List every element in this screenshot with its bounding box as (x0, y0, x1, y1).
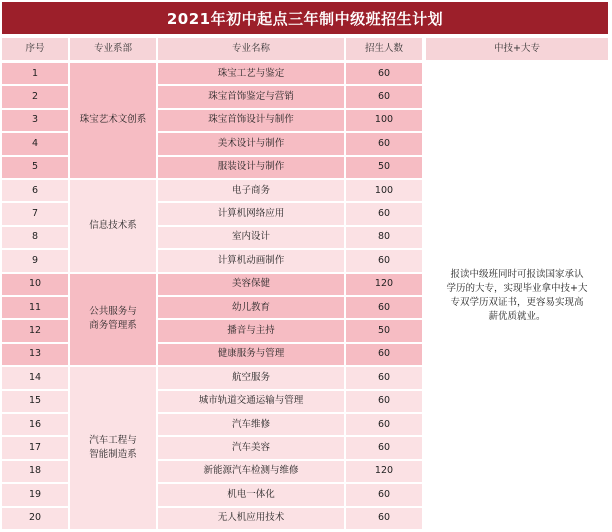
row-index-cell: 20 (2, 508, 68, 529)
program-note-line: 学历的大专，实现毕业拿中技+大 (446, 282, 588, 294)
row-count-cell: 60 (346, 63, 422, 84)
department-name-line: 智能制造系 (89, 449, 137, 461)
row-index-cell: 10 (2, 274, 68, 295)
row-major-cell: 航空服务 (158, 367, 344, 388)
row-major-cell: 机电一体化 (158, 484, 344, 505)
row-count-cell: 60 (346, 391, 422, 412)
row-count-cell: 60 (346, 203, 422, 224)
department-name-line: 珠宝艺术文创系 (79, 114, 147, 126)
row-major-cell: 计算机网络应用 (158, 203, 344, 224)
header-department: 专业系部 (70, 38, 156, 60)
row-count-cell: 50 (346, 157, 422, 178)
row-count-cell: 60 (346, 250, 422, 271)
row-index-cell: 9 (2, 250, 68, 271)
row-index-cell: 12 (2, 320, 68, 341)
row-index-cell: 18 (2, 461, 68, 482)
page-title: 2021年初中起点三年制中级班招生计划 (2, 2, 608, 34)
department-name-line: 汽车工程与 (89, 434, 137, 446)
department-name-line: 商务管理系 (89, 320, 137, 332)
row-major-cell: 汽车维修 (158, 414, 344, 435)
row-major-cell: 美容保健 (158, 274, 344, 295)
row-index-cell: 15 (2, 391, 68, 412)
row-count-cell: 60 (346, 367, 422, 388)
row-count-cell: 120 (346, 274, 422, 295)
row-major-cell: 无人机应用技术 (158, 508, 344, 529)
row-major-cell: 新能源汽车检测与维修 (158, 461, 344, 482)
row-index-cell: 14 (2, 367, 68, 388)
row-major-cell: 播音与主持 (158, 320, 344, 341)
row-major-cell: 服装设计与制作 (158, 157, 344, 178)
row-index-cell: 6 (2, 180, 68, 201)
row-major-cell: 珠宝首饰设计与制作 (158, 110, 344, 131)
row-index-cell: 13 (2, 344, 68, 365)
row-major-cell: 城市轨道交通运输与管理 (158, 391, 344, 412)
row-count-cell: 60 (346, 508, 422, 529)
row-index-cell: 2 (2, 86, 68, 107)
row-count-cell: 60 (346, 414, 422, 435)
department-cell (70, 367, 156, 529)
row-major-cell: 珠宝首饰鉴定与营销 (158, 86, 344, 107)
row-major-cell: 珠宝工艺与鉴定 (158, 63, 344, 84)
header-program: 中技+大专 (426, 38, 608, 60)
department-cell (70, 63, 156, 178)
row-index-cell: 16 (2, 414, 68, 435)
row-index-cell: 19 (2, 484, 68, 505)
program-note-line: 薪优质就业。 (488, 311, 546, 323)
program-note-cell (426, 63, 608, 529)
program-note-line: 报读中级班同时可报读国家承认 (450, 268, 584, 280)
row-count-cell: 60 (346, 344, 422, 365)
row-count-cell: 60 (346, 133, 422, 154)
row-index-cell: 17 (2, 437, 68, 458)
row-count-cell: 120 (346, 461, 422, 482)
row-major-cell: 室内设计 (158, 227, 344, 248)
row-count-cell: 60 (346, 484, 422, 505)
row-count-cell: 60 (346, 86, 422, 107)
row-index-cell: 5 (2, 157, 68, 178)
row-count-cell: 60 (346, 297, 422, 318)
header-index: 序号 (2, 38, 68, 60)
department-name-line: 公共服务与 (89, 306, 137, 318)
row-count-cell: 50 (346, 320, 422, 341)
row-count-cell: 100 (346, 110, 422, 131)
row-major-cell: 电子商务 (158, 180, 344, 201)
program-note-line: 专双学历双证书，更容易实现高 (450, 297, 584, 308)
row-index-cell: 4 (2, 133, 68, 154)
department-cell (70, 180, 156, 272)
department-name-line: 信息技术系 (89, 219, 137, 231)
row-index-cell: 7 (2, 203, 68, 224)
row-count-cell: 100 (346, 180, 422, 201)
row-major-cell: 幼儿教育 (158, 297, 344, 318)
row-index-cell: 11 (2, 297, 68, 318)
row-major-cell: 汽车美容 (158, 437, 344, 458)
row-count-cell: 60 (346, 437, 422, 458)
header-major: 专业名称 (158, 38, 344, 60)
row-major-cell: 健康服务与管理 (158, 344, 344, 365)
row-index-cell: 8 (2, 227, 68, 248)
row-count-cell: 80 (346, 227, 422, 248)
department-cell (70, 274, 156, 366)
row-index-cell: 3 (2, 110, 68, 131)
row-major-cell: 美术设计与制作 (158, 133, 344, 154)
header-enrollment: 招生人数 (346, 38, 422, 60)
row-index-cell: 1 (2, 63, 68, 84)
row-major-cell: 计算机动画制作 (158, 250, 344, 271)
